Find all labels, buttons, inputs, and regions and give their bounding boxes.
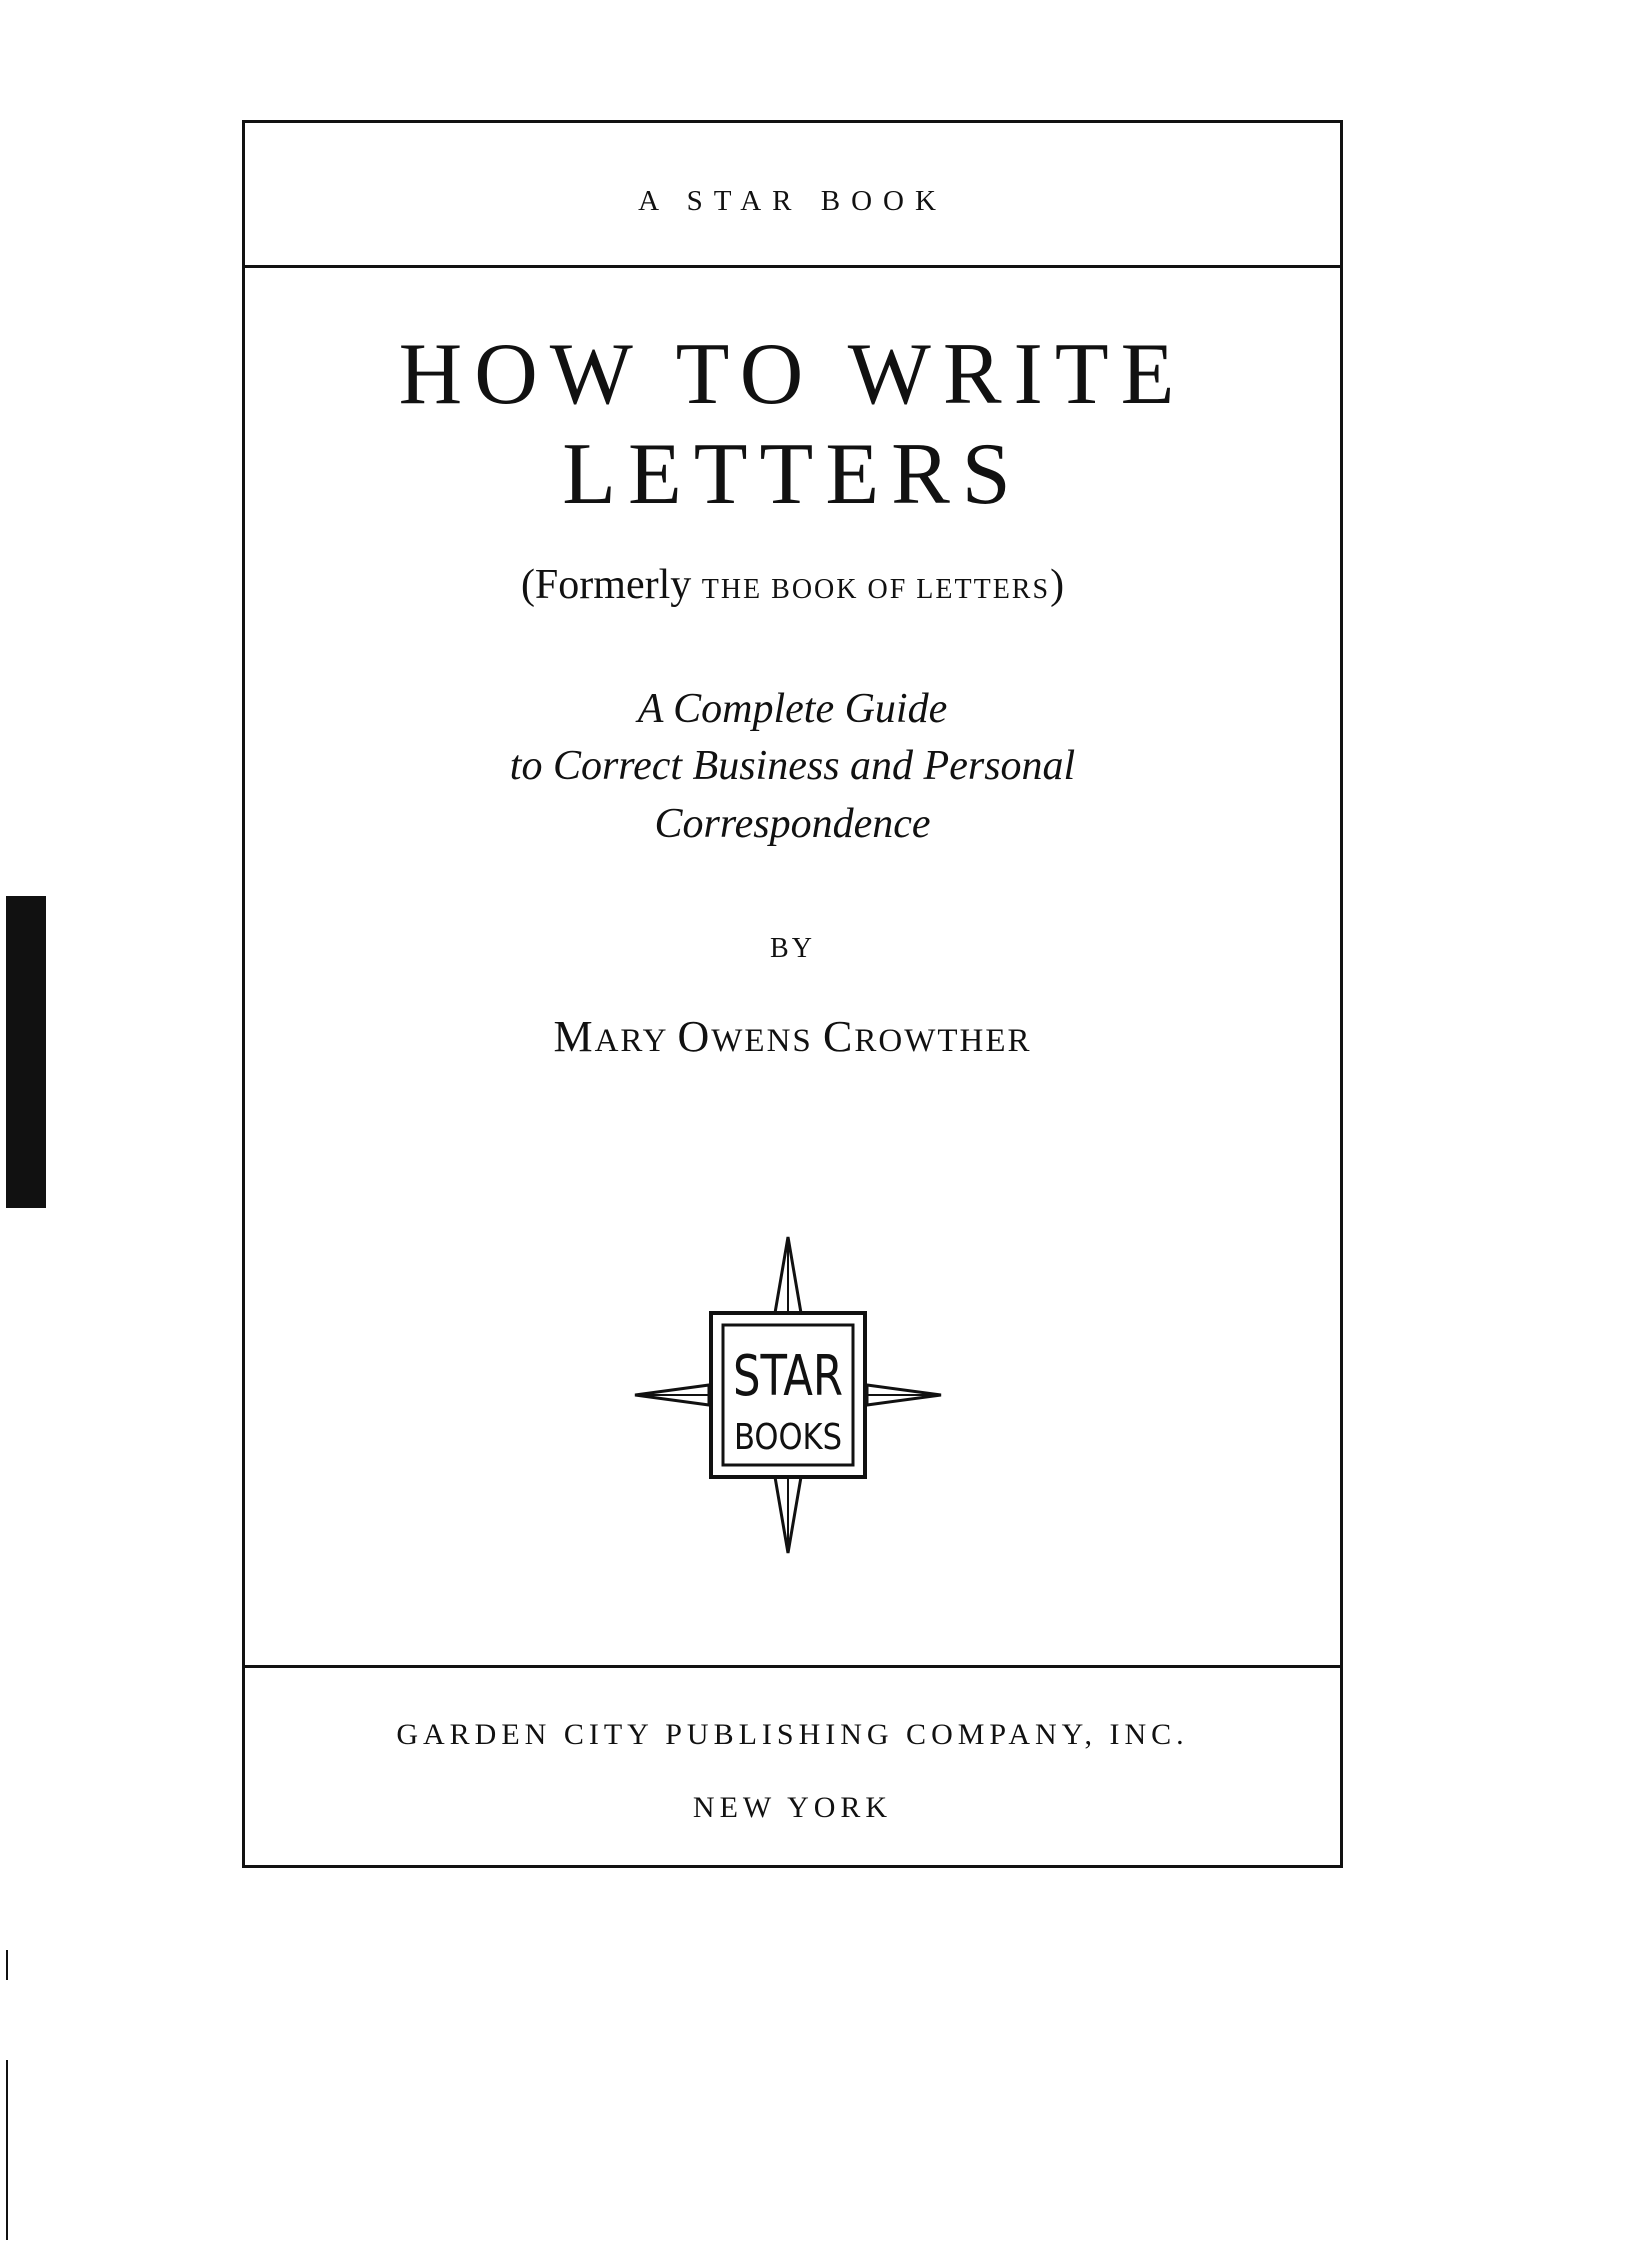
series-band (245, 123, 1340, 268)
star-books-logo (633, 1235, 943, 1555)
author-middle-cap: O (677, 1012, 712, 1061)
logo-line-2: BOOKS (734, 1417, 842, 1458)
scan-artifact (6, 2060, 8, 2240)
subtitle-line-2: to Correct Business and Personal (509, 743, 1076, 789)
scan-artifact (6, 896, 46, 1208)
title-line-1: HOW TO WRITE (398, 326, 1187, 423)
logo-line-1: STAR (733, 1344, 843, 1409)
author-last-cap: C (823, 1012, 855, 1061)
author-name (245, 1011, 1340, 1062)
scan-artifact (6, 1950, 8, 1980)
publisher-band (245, 1665, 1340, 1865)
by-label: BY (770, 933, 815, 964)
title-page-frame (242, 120, 1343, 1868)
author-first-cap: M (553, 1012, 595, 1061)
former-title (245, 561, 1340, 609)
former-title-close: ) (1050, 562, 1065, 608)
publisher-place: NEW YORK (692, 1791, 893, 1824)
former-title-name: THE BOOK OF LETTERS (701, 574, 1051, 605)
author-first-rest: ARY (594, 1023, 678, 1059)
author-last-rest: ROWTHER (854, 1023, 1032, 1059)
author-middle-rest: WENS (711, 1023, 824, 1059)
publisher-name: GARDEN CITY PUBLISHING COMPANY, INC. (396, 1718, 1189, 1751)
subtitle-line-1: A Complete Guide (637, 686, 948, 732)
title-line-2: LETTERS (562, 426, 1023, 523)
former-title-open: (Formerly (520, 562, 702, 608)
series-label: A STAR BOOK (638, 185, 947, 217)
subtitle-line-3: Correspondence (654, 801, 931, 847)
star-books-logo-icon (633, 1235, 943, 1555)
